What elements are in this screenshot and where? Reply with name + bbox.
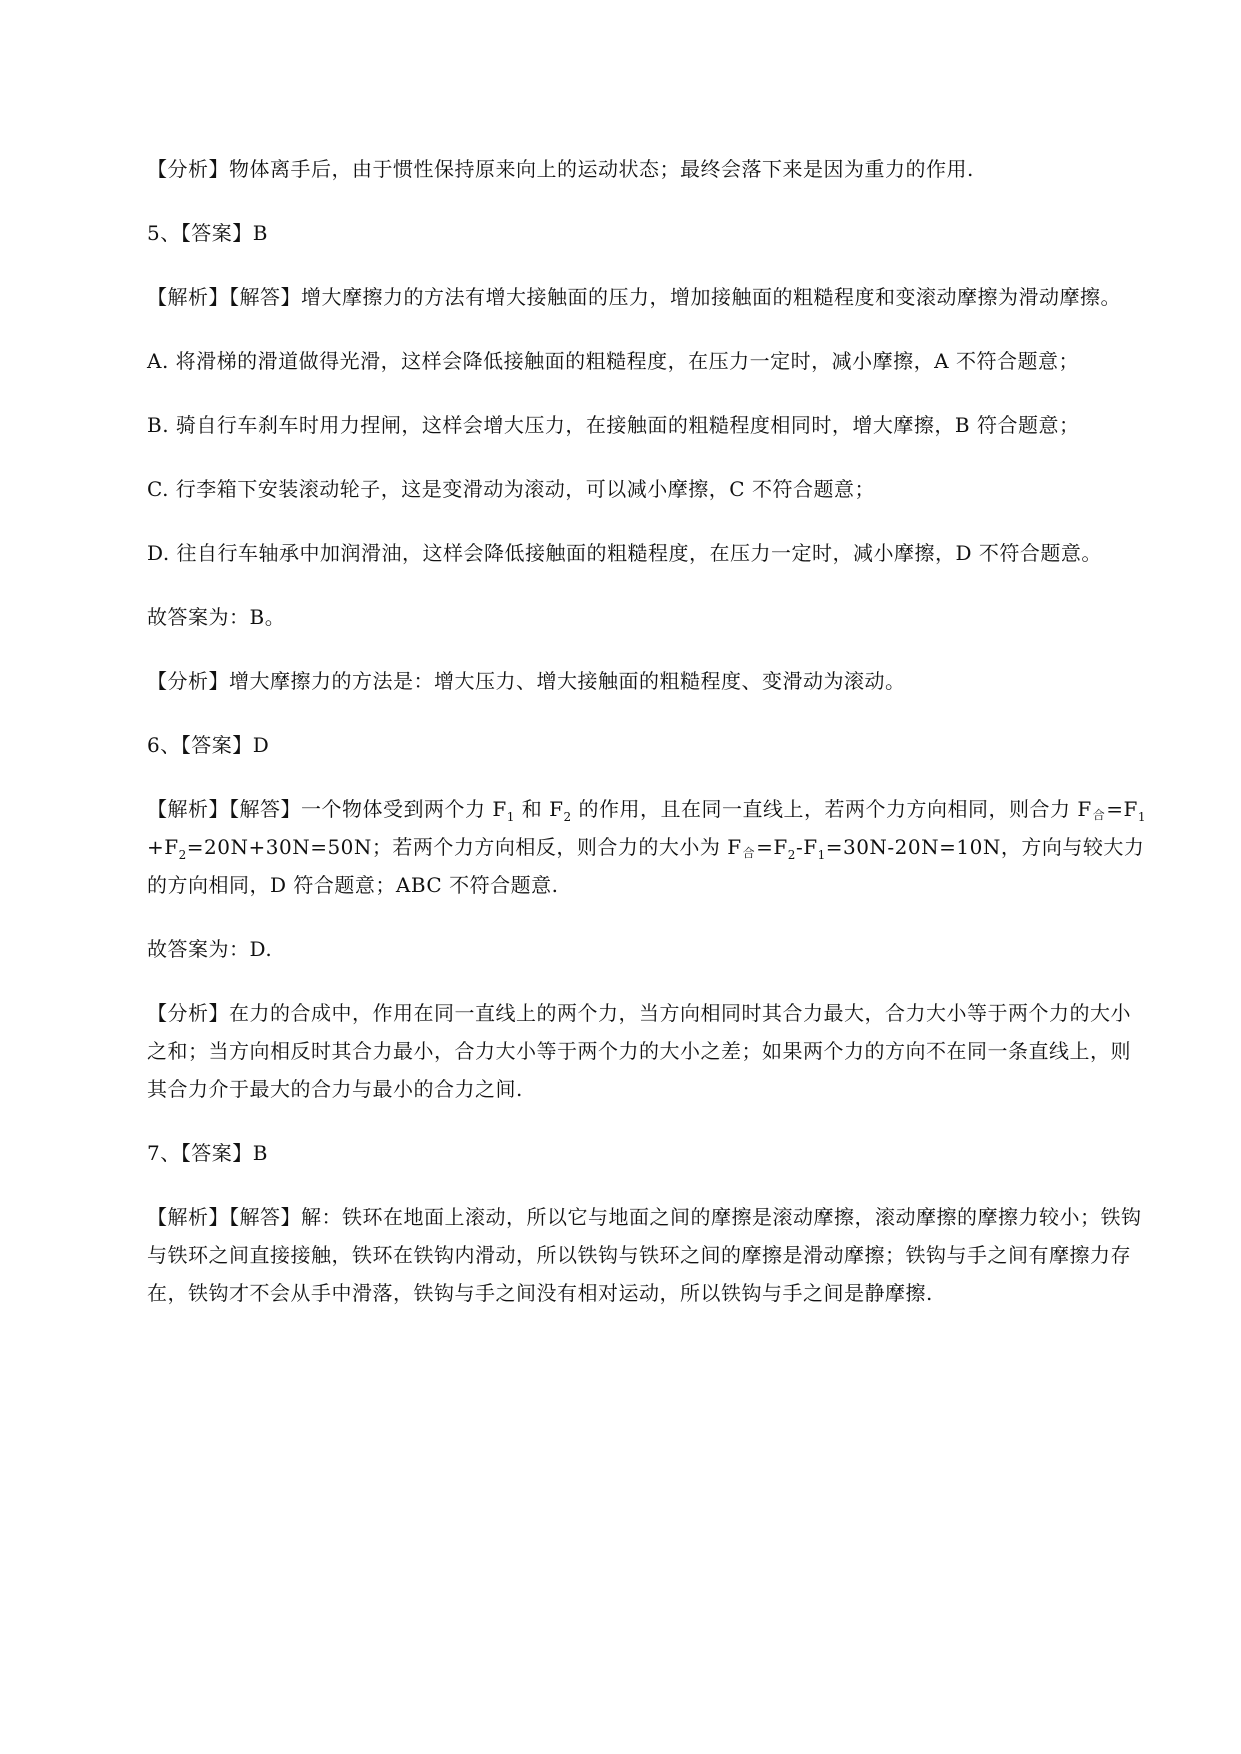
text-segment: =30N-20N=10N，方向与较大力的方向相同，D 符合题意；ABC 不符合题意.: [147, 835, 1145, 897]
text-segment: 【解析】【解答】一个物体受到两个力 F: [147, 797, 507, 821]
text-segment: =F: [756, 835, 788, 859]
subscript: 合: [742, 846, 756, 860]
subscript: 2: [563, 810, 572, 824]
option-d-q5: D. 往自行车轴承中加润滑油，这样会降低接触面的粗糙程度，在压力一定时，减小摩擦，D 不符合题意。: [147, 541, 1102, 565]
conclusion-q5: 故答案为：B。: [147, 605, 286, 629]
text-segment: =F: [1106, 797, 1138, 821]
solution-q7: 【解析】【解答】解：铁环在地面上滚动，所以它与地面之间的摩擦是滚动摩擦，滚动摩擦的摩擦力较小；铁钩与铁环之间直接接触，铁环在铁钩内滑动，所以铁钩与铁环之间的摩擦是滑动摩擦；铁钩与手之间有摩擦力存在，铁钩才不会从手中滑落，铁钩与手之间没有相对运动，所以铁钩与手之间是静摩擦.: [147, 1205, 1142, 1305]
subscript: 合: [1092, 808, 1106, 822]
document-page: [147, 150, 1147, 1338]
text-segment: +F: [147, 835, 179, 859]
option-b-q5: B. 骑自行车刹车时用力捏闸，这样会增大压力，在接触面的粗糙程度相同时，增大摩擦，B 符合题意；: [147, 413, 1080, 437]
text-segment: 的作用，且在同一直线上，若两个力方向相同，则合力 F: [571, 797, 1092, 821]
subscript: 1: [817, 848, 826, 862]
subscript: 2: [178, 848, 187, 862]
text-segment: 和 F: [514, 797, 564, 821]
option-a-q5: A. 将滑梯的滑道做得光滑，这样会降低接触面的粗糙程度，在压力一定时，减小摩擦，A 不符合题意；: [147, 349, 1079, 373]
subscript: 2: [787, 848, 796, 862]
solution-q6: [147, 790, 1147, 904]
answer-q6: 6、【答案】D: [147, 733, 270, 757]
subscript: 1: [506, 810, 515, 824]
answer-q7: 7、【答案】B: [147, 1141, 268, 1165]
conclusion-q6: 故答案为：D.: [147, 937, 273, 961]
solution-q5: 【解析】【解答】增大摩擦力的方法有增大接触面的压力，增加接触面的粗糙程度和变滚动摩擦为滑动摩擦。: [147, 285, 1121, 309]
analysis-q6: 【分析】在力的合成中，作用在同一直线上的两个力，当方向相同时其合力最大，合力大小等于两个力的大小之和；当方向相反时其合力最小，合力大小等于两个力的大小之差；如果两个力的方向不在同一条直线上，则其合力介于最大的合力与最小的合力之间.: [147, 1001, 1131, 1101]
text-segment: =20N+30N=50N；若两个力方向相反，则合力的大小为 F: [186, 835, 742, 859]
analysis-paragraph-q4: 【分析】物体离手后，由于惯性保持原来向上的运动状态；最终会落下来是因为重力的作用.: [147, 157, 974, 181]
subscript: 1: [1137, 810, 1146, 824]
option-c-q5: C. 行李箱下安装滚动轮子，这是变滑动为滚动，可以减小摩擦，C 不符合题意；: [147, 477, 875, 501]
analysis-q5: 【分析】增大摩擦力的方法是：增大压力、增大接触面的粗糙程度、变滑动为滚动。: [147, 669, 906, 693]
answer-q5: 5、【答案】B: [147, 221, 268, 245]
text-segment: -F: [795, 835, 818, 859]
